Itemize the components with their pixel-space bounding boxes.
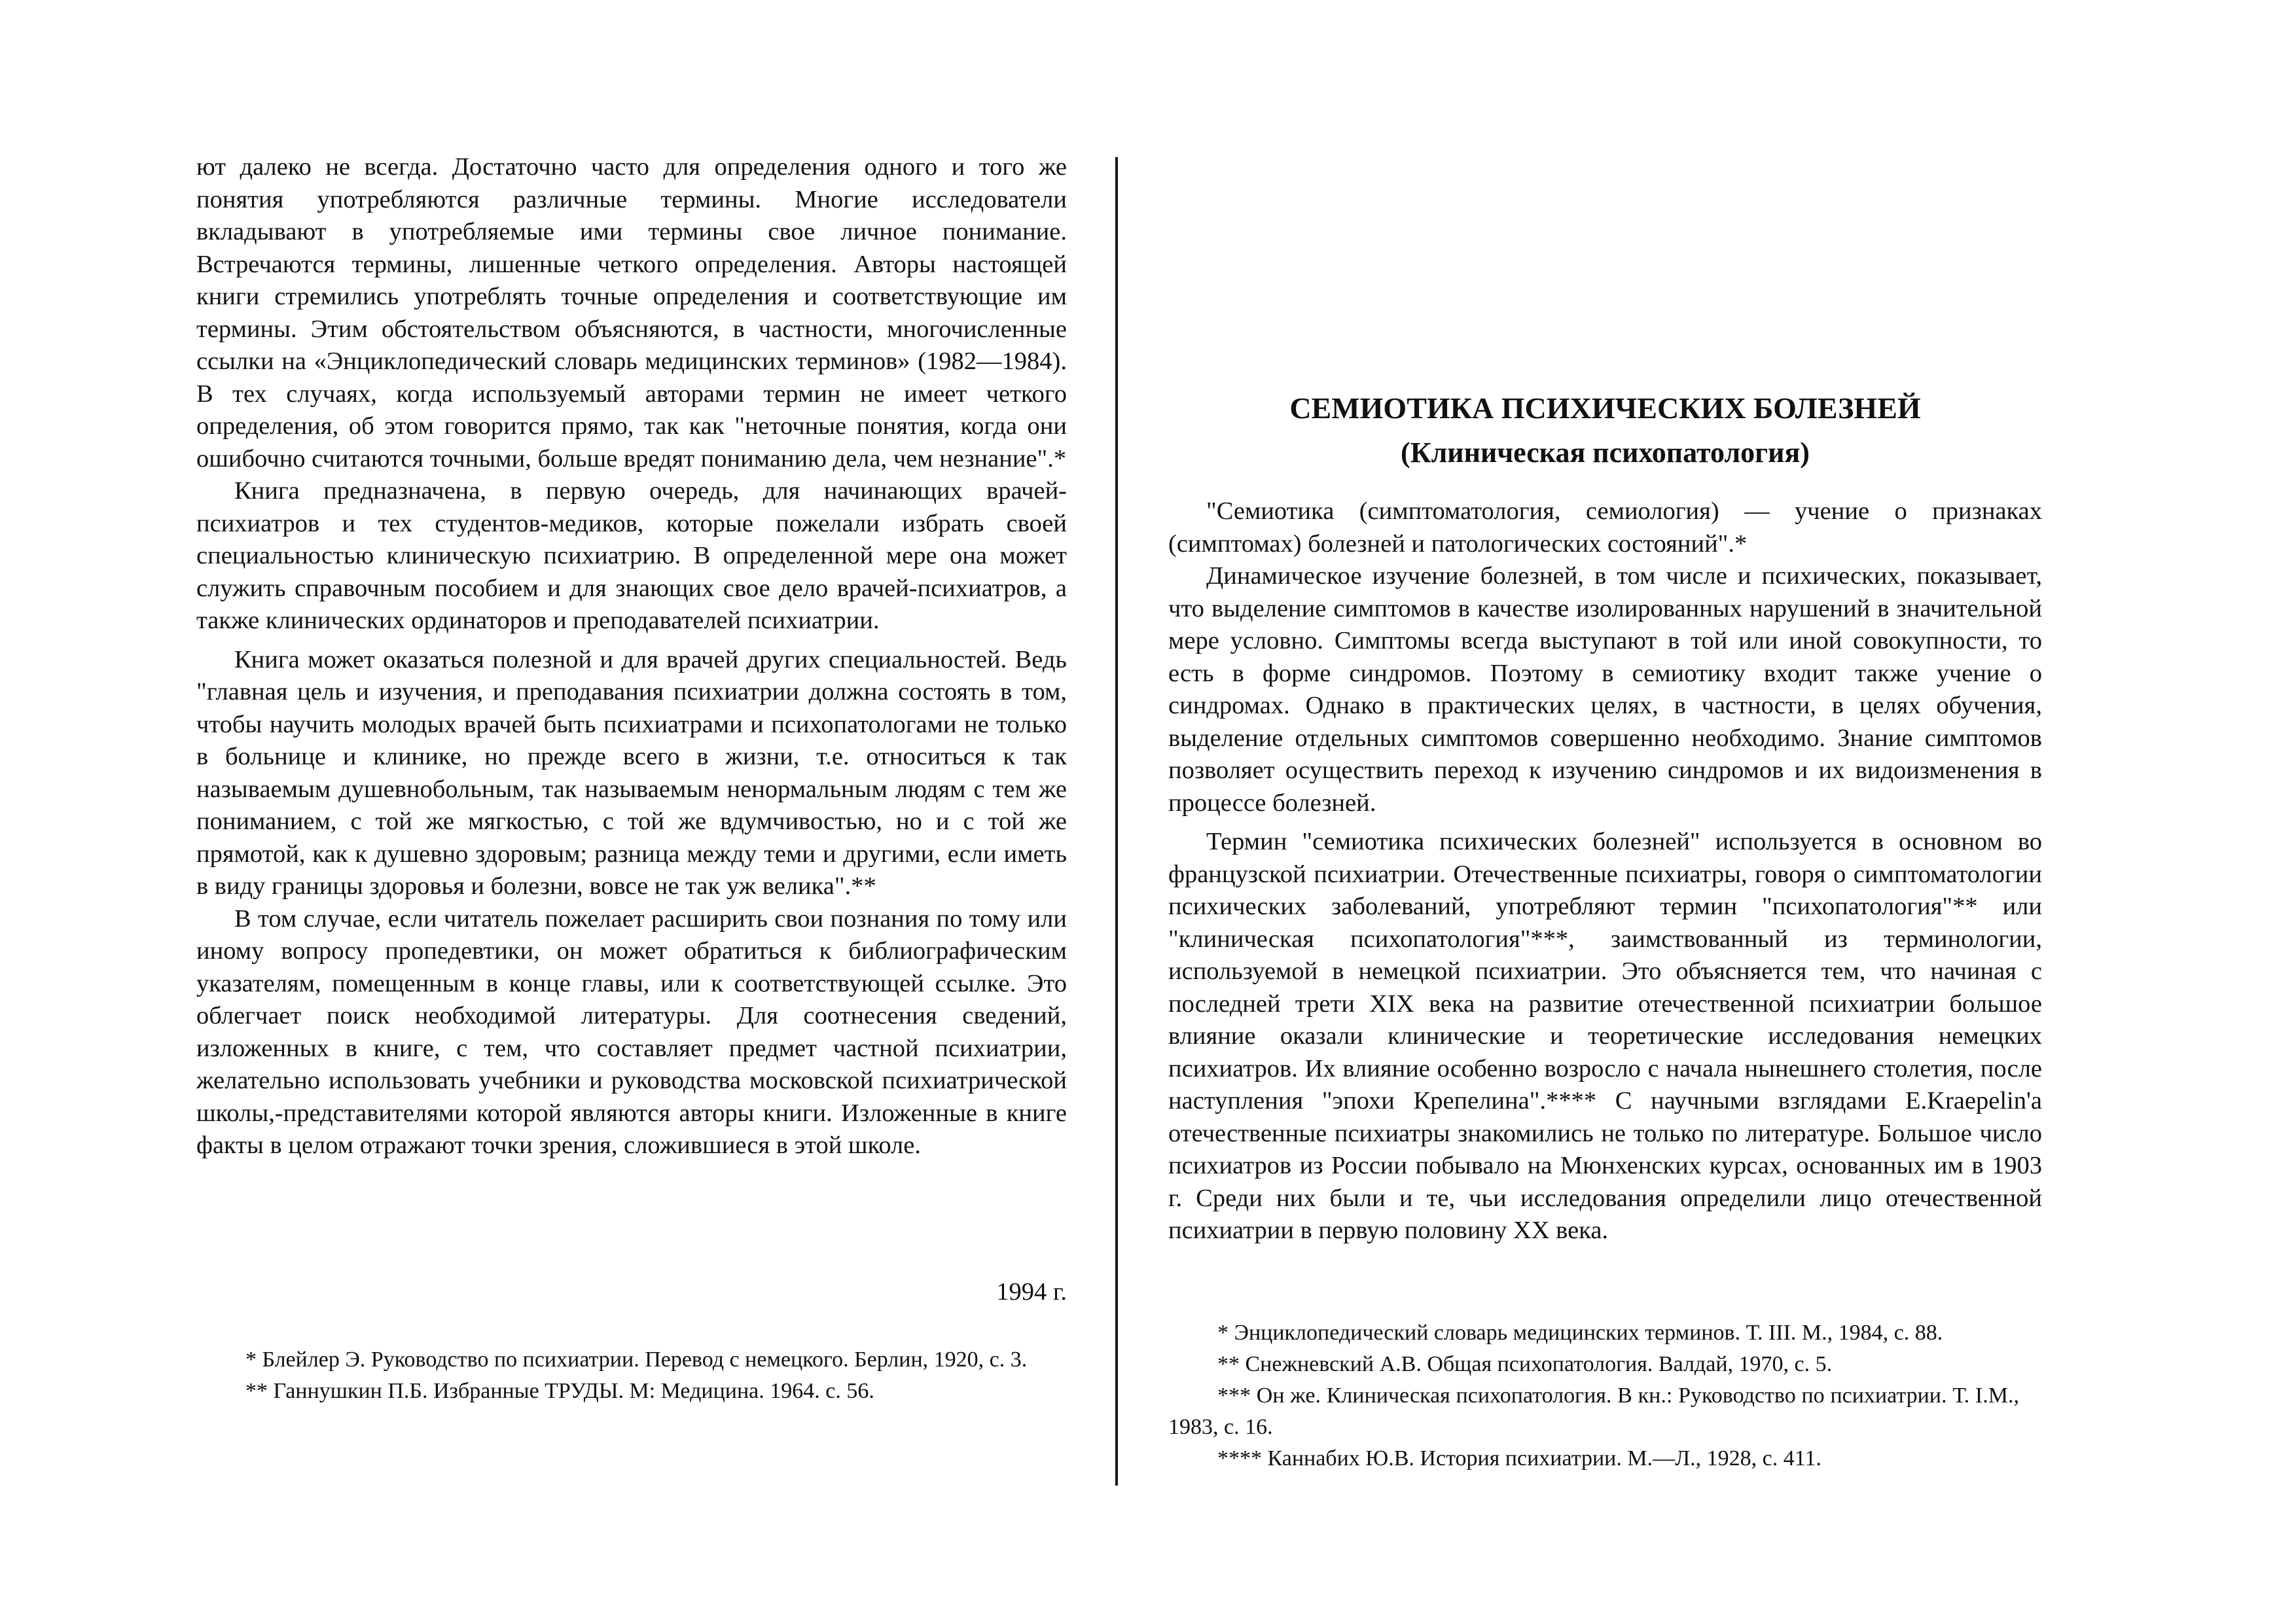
left-footnote-2: ** Ганнушкин П.Б. Избранные ТРУДЫ. М: Медицина. 1964. с. 56. [245,1379,874,1403]
right-footnotes [1168,1317,2019,1474]
date-line: 1994 г. [996,1278,1067,1306]
left-footnotes [196,1344,1047,1407]
left-paragraph-3: Книга может оказаться полезной и для врачей других специальностей. Ведь "главная цель и изучения, и преподавания психиатрии должна состоять в том, чтобы научить молодых врачей быть психиатрами и психопатологами не только в больнице и клинике, но прежде всего в жизни, т.е. относиться к так называемым душевнобольным, так называемым ненормальным людям с тем же пониманием, с той же мягкостью, с той же вдумчивостью, но и с той же прямотой, как к душевно здоровым; разница между теми и другими, если иметь в виду границы здоровья и болезни, вовсе не так уж велика".** [196,645,1067,900]
chapter-title: СЕМИОТИКА ПСИХИЧЕСКИХ БОЛЕЗНЕЙ [1289,391,1921,425]
right-footnote-2: ** Снежневский А.В. Общая психопатология. Валдай, 1970, с. 5. [1217,1352,1833,1376]
chapter-title-block [1168,389,2042,473]
left-paragraph-2: Книга предназначена, в первую очередь, для начинающих врачей-психиатров и тех студентов-медиков, которые пожелали избрать своей специальностью клиническую психиатрию. В определенной мере она может служить справочным пособием и для знающих свое дело врачей-психиатров, а также клинических ординаторов и преподавателей психиатрии. [196,477,1067,634]
left-page [196,0,1067,1623]
right-footnote-4: **** Каннабих Ю.В. История психиатрии. М.—Л., 1928, с. 411. [1217,1446,1821,1471]
page-divider [1115,157,1118,1486]
left-paragraph-4: В том случае, если читатель пожелает расширить свои познания по тому или иному вопросу пропедевтики, он может обратиться к библиографическим указателям, помещенным в конце главы, или к соответствующей ссылке. Это облегчает поиск необходимой литературы. Для соотнесения сведений, изложенных в книге, с тем, что составляет предмет частной психиатрии, желательно использовать учебники и руководства московской психиатрической школы,-представителями которой являются авторы книги. Изложенные в книге факты в целом отражают точки зрения, сложившиеся в этой школе. [196,904,1067,1159]
left-footnote-1: * Блейлер Э. Руководство по психиатрии. Перевод с немецкого. Берлин, 1920, с. 3. [245,1347,1028,1372]
right-page [1168,0,2042,1623]
right-body-text [1168,495,2042,1247]
chapter-subtitle: (Клиническая психопатология) [1401,437,1810,469]
left-paragraph-1: ют далеко не всегда. Достаточно часто для определения одного и того же понятия употребляются различные термины. Многие исследователи вкладывают в употребляемые ими термины свое личное понимание. Встречаются термины, лишенные четкого определения. Авторы настоящей книги стремились употреблять точные определения и соответствующие им термины. Этим обстоятельством объясняются, в частности, многочисленные ссылки на «Энциклопедический словарь медицинских терминов» (1982—1984). В тех случаях, когда используемый авторами термин не имеет четкого определения, об этом говорится прямо, так как "неточные понятия, когда они ошибочно считаются точными, больше вредят пониманию дела, чем незнание".* [196,153,1067,473]
right-paragraph-2: Динамическое изучение болезней, в том числе и психических, показывает, что выделение симптомов в качестве изолированных нарушений в значительной мере условно. Симптомы всегда выступают в той или иной совокупности, то есть в форме синдромов. Поэтому в семиотику входит также учение о синдромах. Однако в практических целях, в частности, в целях обучения, выделение отдельных симптомов совершенно необходимо. Знание симптомов позволяет осуществить переход к изучению синдромов и их видоизменения в процессе болезней. [1168,562,2042,817]
right-paragraph-3: Термин "семиотика психических болезней" используется в основном во французской психиатрии. Отечественные психиатры, говоря о симптоматологии психических заболеваний, употребляют термин "психопатология"** или "клиническая психопатология"***, заимствованный из терминологии, используемой в немецкой психиатрии. Это объясняется тем, что начиная с последней трети XIX века на развитие отечественной психиатрии большое влияние оказали клинические и теоретические исследования немецких психиатров. Их влияние особенно возросло с начала нынешнего столетия, после наступления "эпохи Крепелина".**** С научными взглядами E.Kraepelin'a отечественные психиатры знакомились не только по литературе. Большое число психиатров из России побывало на Мюнхенских курсах, основанных им в 1903 г. Среди них были и те, чьи исследования определили лицо отечественной психиатрии в первую половину XX века. [1168,828,2042,1244]
left-body-text [196,151,1067,1162]
right-footnote-3: *** Он же. Клиническая психопатология. В кн.: Руководство по психиатрии. Т. I.М., 1983, с. 16. [1168,1383,2019,1439]
right-paragraph-1: "Семиотика (симптоматология, семиология) — учение о признаках (симптомах) болезней и патологических состояний".* [1168,497,2042,558]
right-footnote-1: * Энциклопедический словарь медицинских терминов. Т. III. М., 1984, с. 88. [1217,1321,1943,1345]
